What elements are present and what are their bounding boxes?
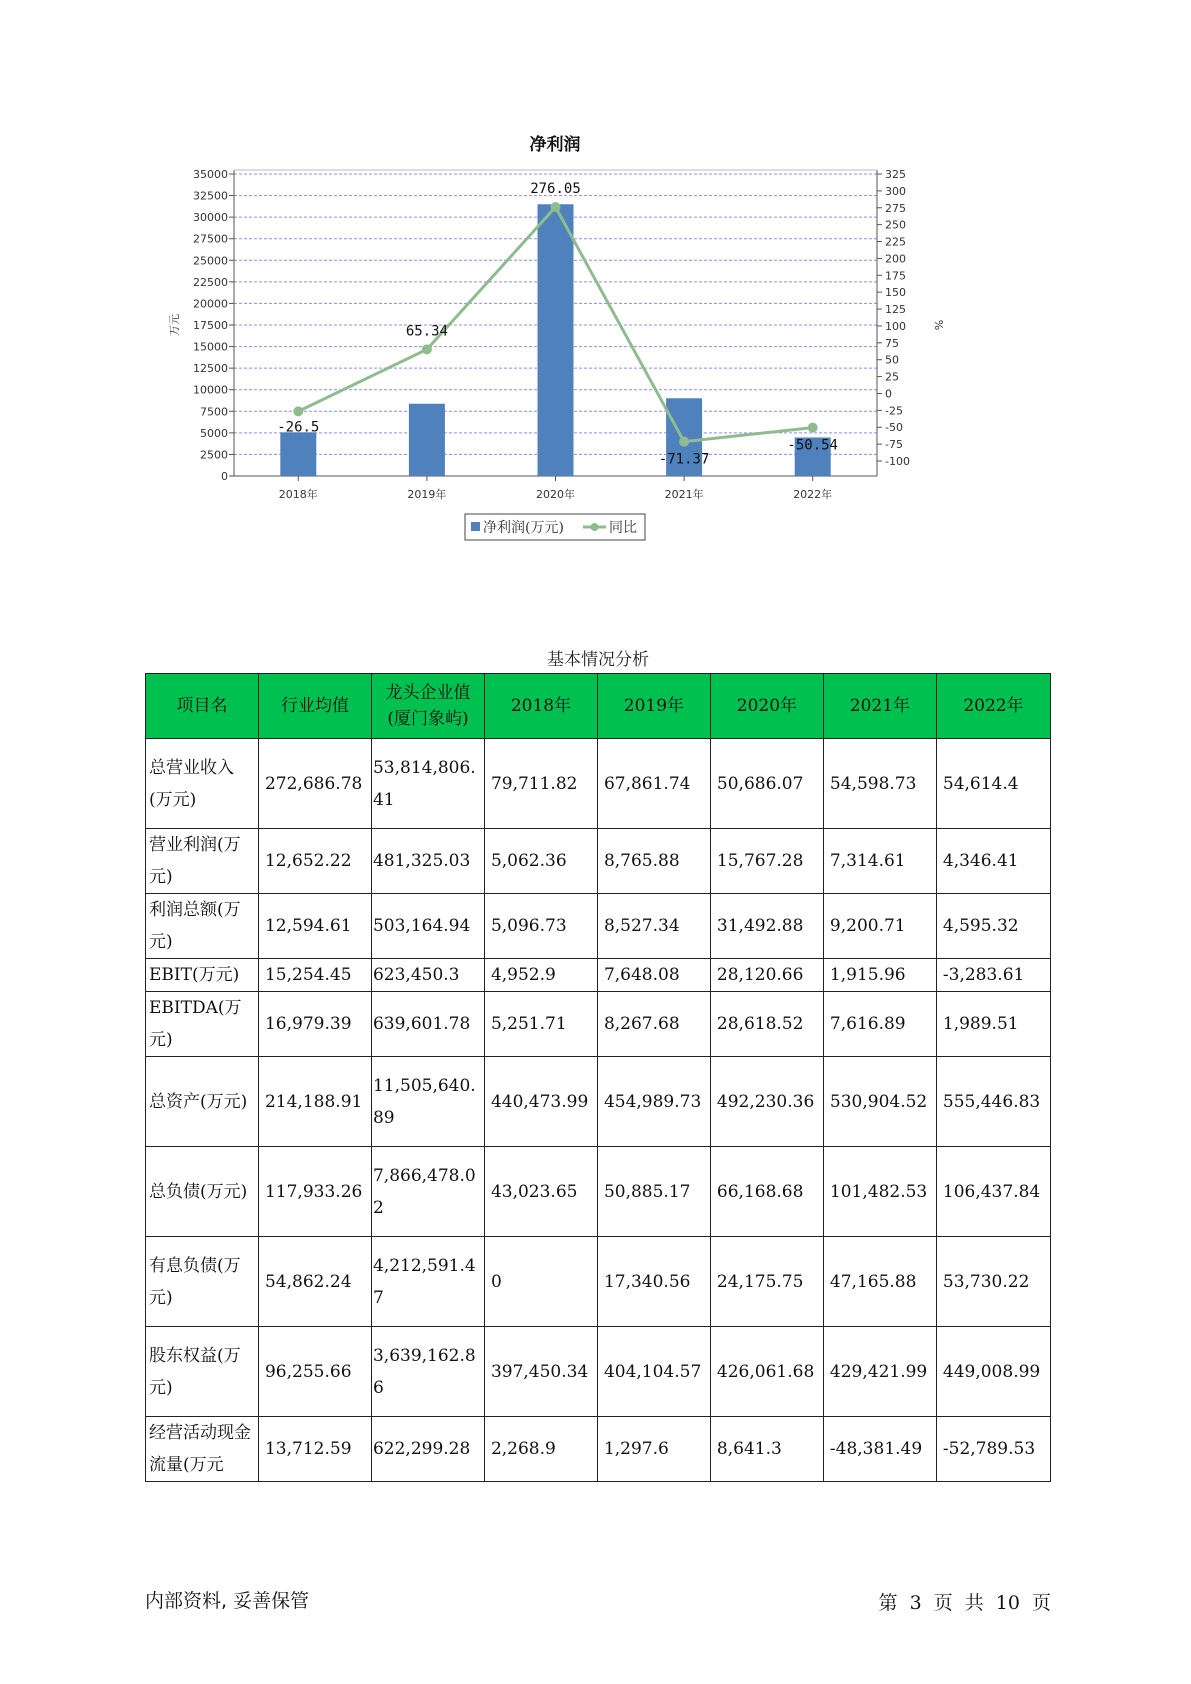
value-cell: 622,299.28: [371, 1417, 484, 1482]
column-header: 龙头企业值(厦门象屿): [371, 674, 484, 739]
y-tick-label: 25000: [193, 254, 228, 268]
x-tick-label: 2021年: [664, 488, 704, 501]
value-cell: 555,446.83: [936, 1057, 1050, 1147]
row-label-cell: EBIT(万元): [146, 959, 259, 992]
table-header-row: [146, 674, 1051, 739]
footer-confidential-note: 内部资料, 妥善保管: [145, 1590, 310, 1612]
y2-tick-label: 325: [885, 168, 906, 181]
value-cell: 426,061.68: [710, 1327, 823, 1417]
table-row: [146, 829, 1051, 894]
line-point: [808, 423, 818, 433]
value-cell: 15,767.28: [710, 829, 823, 894]
bar: [409, 404, 445, 476]
y-tick-label: 15000: [193, 340, 228, 354]
table-row: [146, 959, 1051, 992]
column-header: 项目名: [146, 674, 259, 739]
value-cell: 117,933.26: [258, 1147, 371, 1237]
value-cell: 96,255.66: [258, 1327, 371, 1417]
value-cell: 404,104.57: [597, 1327, 710, 1417]
y2-tick-label: -75: [885, 438, 903, 452]
value-cell: 5,096.73: [484, 894, 597, 959]
value-cell: 16,979.39: [258, 992, 371, 1057]
value-cell: 12,652.22: [258, 829, 371, 894]
y-axis-right-title: %: [932, 319, 945, 331]
column-header: 2020年: [710, 674, 823, 739]
table-row: [146, 1417, 1051, 1482]
value-cell: 106,437.84: [936, 1147, 1050, 1237]
line-point: [293, 406, 303, 416]
line-data-label: -26.5: [277, 419, 320, 436]
value-cell: 7,648.08: [597, 959, 710, 992]
y-tick-label: 30000: [193, 211, 228, 225]
value-cell: 8,641.3: [710, 1417, 823, 1482]
y-tick-label: 5000: [200, 426, 228, 440]
line-data-label: -71.37: [658, 451, 710, 468]
basic-analysis-table: [145, 673, 1051, 1482]
value-cell: 101,482.53: [823, 1147, 936, 1237]
value-cell: 4,346.41: [936, 829, 1050, 894]
row-label-cell: 有息负债(万元): [146, 1237, 259, 1327]
value-cell: 50,686.07: [710, 739, 823, 829]
y2-tick-label: 250: [885, 218, 906, 232]
value-cell: 8,267.68: [597, 992, 710, 1057]
value-cell: 272,686.78: [258, 739, 371, 829]
legend-line-marker: [591, 523, 599, 531]
value-cell: 623,450.3: [371, 959, 484, 992]
value-cell: 12,594.61: [258, 894, 371, 959]
legend-bar-label: 净利润(万元): [483, 520, 564, 536]
value-cell: 31,492.88: [710, 894, 823, 959]
y2-tick-label: -25: [885, 404, 903, 418]
value-cell: 0: [484, 1237, 597, 1327]
y2-tick-label: 75: [885, 336, 899, 350]
value-cell: 503,164.94: [371, 894, 484, 959]
value-cell: 5,062.36: [484, 829, 597, 894]
table-row: [146, 894, 1051, 959]
value-cell: 53,730.22: [936, 1237, 1050, 1327]
line-data-label: 65.34: [405, 323, 448, 340]
net-profit-chart: [160, 130, 1040, 590]
value-cell: 397,450.34: [484, 1327, 597, 1417]
row-label-cell: EBITDA(万元): [146, 992, 259, 1057]
legend-line-label: 同比: [609, 520, 637, 536]
y2-tick-label: 175: [885, 269, 906, 283]
value-cell: 8,765.88: [597, 829, 710, 894]
value-cell: 54,614.4: [936, 739, 1050, 829]
y2-tick-label: 200: [885, 252, 906, 266]
y2-tick-label: 100: [885, 319, 906, 333]
x-tick-label: 2022年: [793, 488, 833, 501]
x-tick-label: 2018年: [278, 488, 318, 501]
value-cell: 13,712.59: [258, 1417, 371, 1482]
table-row: [146, 739, 1051, 829]
footer-page-number: 第 3 页 共 10 页: [878, 1592, 1051, 1614]
value-cell: 7,616.89: [823, 992, 936, 1057]
value-cell: 43,023.65: [484, 1147, 597, 1237]
y2-tick-label: -100: [885, 455, 910, 468]
y-axis-left-title: 万元: [168, 314, 181, 336]
value-cell: 28,618.52: [710, 992, 823, 1057]
table-row: [146, 1147, 1051, 1237]
y2-tick-label: 25: [885, 370, 899, 384]
y2-tick-label: 50: [885, 353, 899, 367]
y2-tick-label: 0: [885, 387, 892, 401]
row-label-cell: 经营活动现金流量(万元: [146, 1417, 259, 1482]
value-cell: 54,862.24: [258, 1237, 371, 1327]
y-tick-label: 22500: [193, 275, 228, 289]
table-row: [146, 992, 1051, 1057]
chart-title: 净利润: [529, 135, 581, 155]
value-cell: 50,885.17: [597, 1147, 710, 1237]
y-tick-label: 32500: [193, 189, 228, 203]
value-cell: 17,340.56: [597, 1237, 710, 1327]
column-header: 2022年: [936, 674, 1050, 739]
y2-tick-label: 125: [885, 303, 906, 317]
value-cell: 214,188.91: [258, 1057, 371, 1147]
value-cell: 492,230.36: [710, 1057, 823, 1147]
value-cell: 7,866,478.02: [371, 1147, 484, 1237]
value-cell: 11,505,640.89: [371, 1057, 484, 1147]
column-header: 2019年: [597, 674, 710, 739]
y-tick-label: 17500: [193, 319, 228, 332]
value-cell: -52,789.53: [936, 1417, 1050, 1482]
value-cell: -48,381.49: [823, 1417, 936, 1482]
table-body: [146, 739, 1051, 1482]
value-cell: 449,008.99: [936, 1327, 1050, 1417]
x-axis-ticks: [279, 476, 832, 501]
value-cell: 530,904.52: [823, 1057, 936, 1147]
value-cell: 67,861.74: [597, 739, 710, 829]
x-tick-label: 2020年: [536, 488, 575, 501]
value-cell: 481,325.03: [371, 829, 484, 894]
line-point: [422, 344, 432, 354]
y-tick-label: 10000: [193, 383, 228, 397]
column-header: 2021年: [823, 674, 936, 739]
value-cell: 4,595.32: [936, 894, 1050, 959]
chart-canvas: [160, 130, 1040, 590]
value-cell: 66,168.68: [710, 1147, 823, 1237]
value-cell: 1,297.6: [597, 1417, 710, 1482]
y-tick-label: 35000: [193, 168, 228, 181]
value-cell: 440,473.99: [484, 1057, 597, 1147]
y2-tick-label: -50: [885, 421, 903, 435]
bar: [538, 204, 574, 476]
y2-tick-label: 225: [885, 235, 906, 249]
value-cell: 54,598.73: [823, 739, 936, 829]
row-label-cell: 股东权益(万元): [146, 1327, 259, 1417]
line-data-label: 276.05: [530, 181, 581, 198]
value-cell: 5,251.71: [484, 992, 597, 1057]
legend-bar-swatch: [471, 522, 480, 531]
y2-tick-label: 275: [885, 201, 906, 215]
chart-legend: [465, 514, 645, 540]
column-header: 2018年: [484, 674, 597, 739]
table-row: [146, 1057, 1051, 1147]
value-cell: 53,814,806.41: [371, 739, 484, 829]
value-cell: 28,120.66: [710, 959, 823, 992]
row-label-cell: 营业利润(万元): [146, 829, 259, 894]
value-cell: -3,283.61: [936, 959, 1050, 992]
value-cell: 3,639,162.86: [371, 1327, 484, 1417]
value-cell: 47,165.88: [823, 1237, 936, 1327]
value-cell: 1,915.96: [823, 959, 936, 992]
line-point: [679, 437, 689, 447]
value-cell: 1,989.51: [936, 992, 1050, 1057]
value-cell: 8,527.34: [597, 894, 710, 959]
row-label-cell: 总营业收入(万元): [146, 739, 259, 829]
row-label-cell: 总负债(万元): [146, 1147, 259, 1237]
value-cell: 7,314.61: [823, 829, 936, 894]
value-cell: 4,212,591.47: [371, 1237, 484, 1327]
value-cell: 4,952.9: [484, 959, 597, 992]
bar: [280, 432, 316, 476]
row-label-cell: 总资产(万元): [146, 1057, 259, 1147]
table-row: [146, 1237, 1051, 1327]
y-tick-label: 12500: [193, 362, 228, 376]
y2-tick-label: 150: [885, 286, 906, 300]
value-cell: 15,254.45: [258, 959, 371, 992]
line-data-label: -50.54: [787, 437, 838, 454]
y-tick-label: 27500: [193, 232, 228, 246]
y2-tick-label: 300: [885, 184, 906, 198]
value-cell: 24,175.75: [710, 1237, 823, 1327]
y-tick-label: 2500: [200, 448, 228, 462]
x-tick-label: 2019年: [407, 488, 447, 501]
y-tick-label: 20000: [193, 297, 228, 311]
column-header: 行业均值: [258, 674, 371, 739]
value-cell: 454,989.73: [597, 1057, 710, 1147]
value-cell: 2,268.9: [484, 1417, 597, 1482]
table-caption: 基本情况分析: [547, 650, 649, 670]
y-tick-label: 7500: [200, 405, 228, 419]
line-point: [551, 202, 561, 212]
value-cell: 429,421.99: [823, 1327, 936, 1417]
value-cell: 79,711.82: [484, 739, 597, 829]
row-label-cell: 利润总额(万元): [146, 894, 259, 959]
table-row: [146, 1327, 1051, 1417]
value-cell: 9,200.71: [823, 894, 936, 959]
value-cell: 639,601.78: [371, 992, 484, 1057]
y-tick-label: 0: [221, 470, 228, 483]
